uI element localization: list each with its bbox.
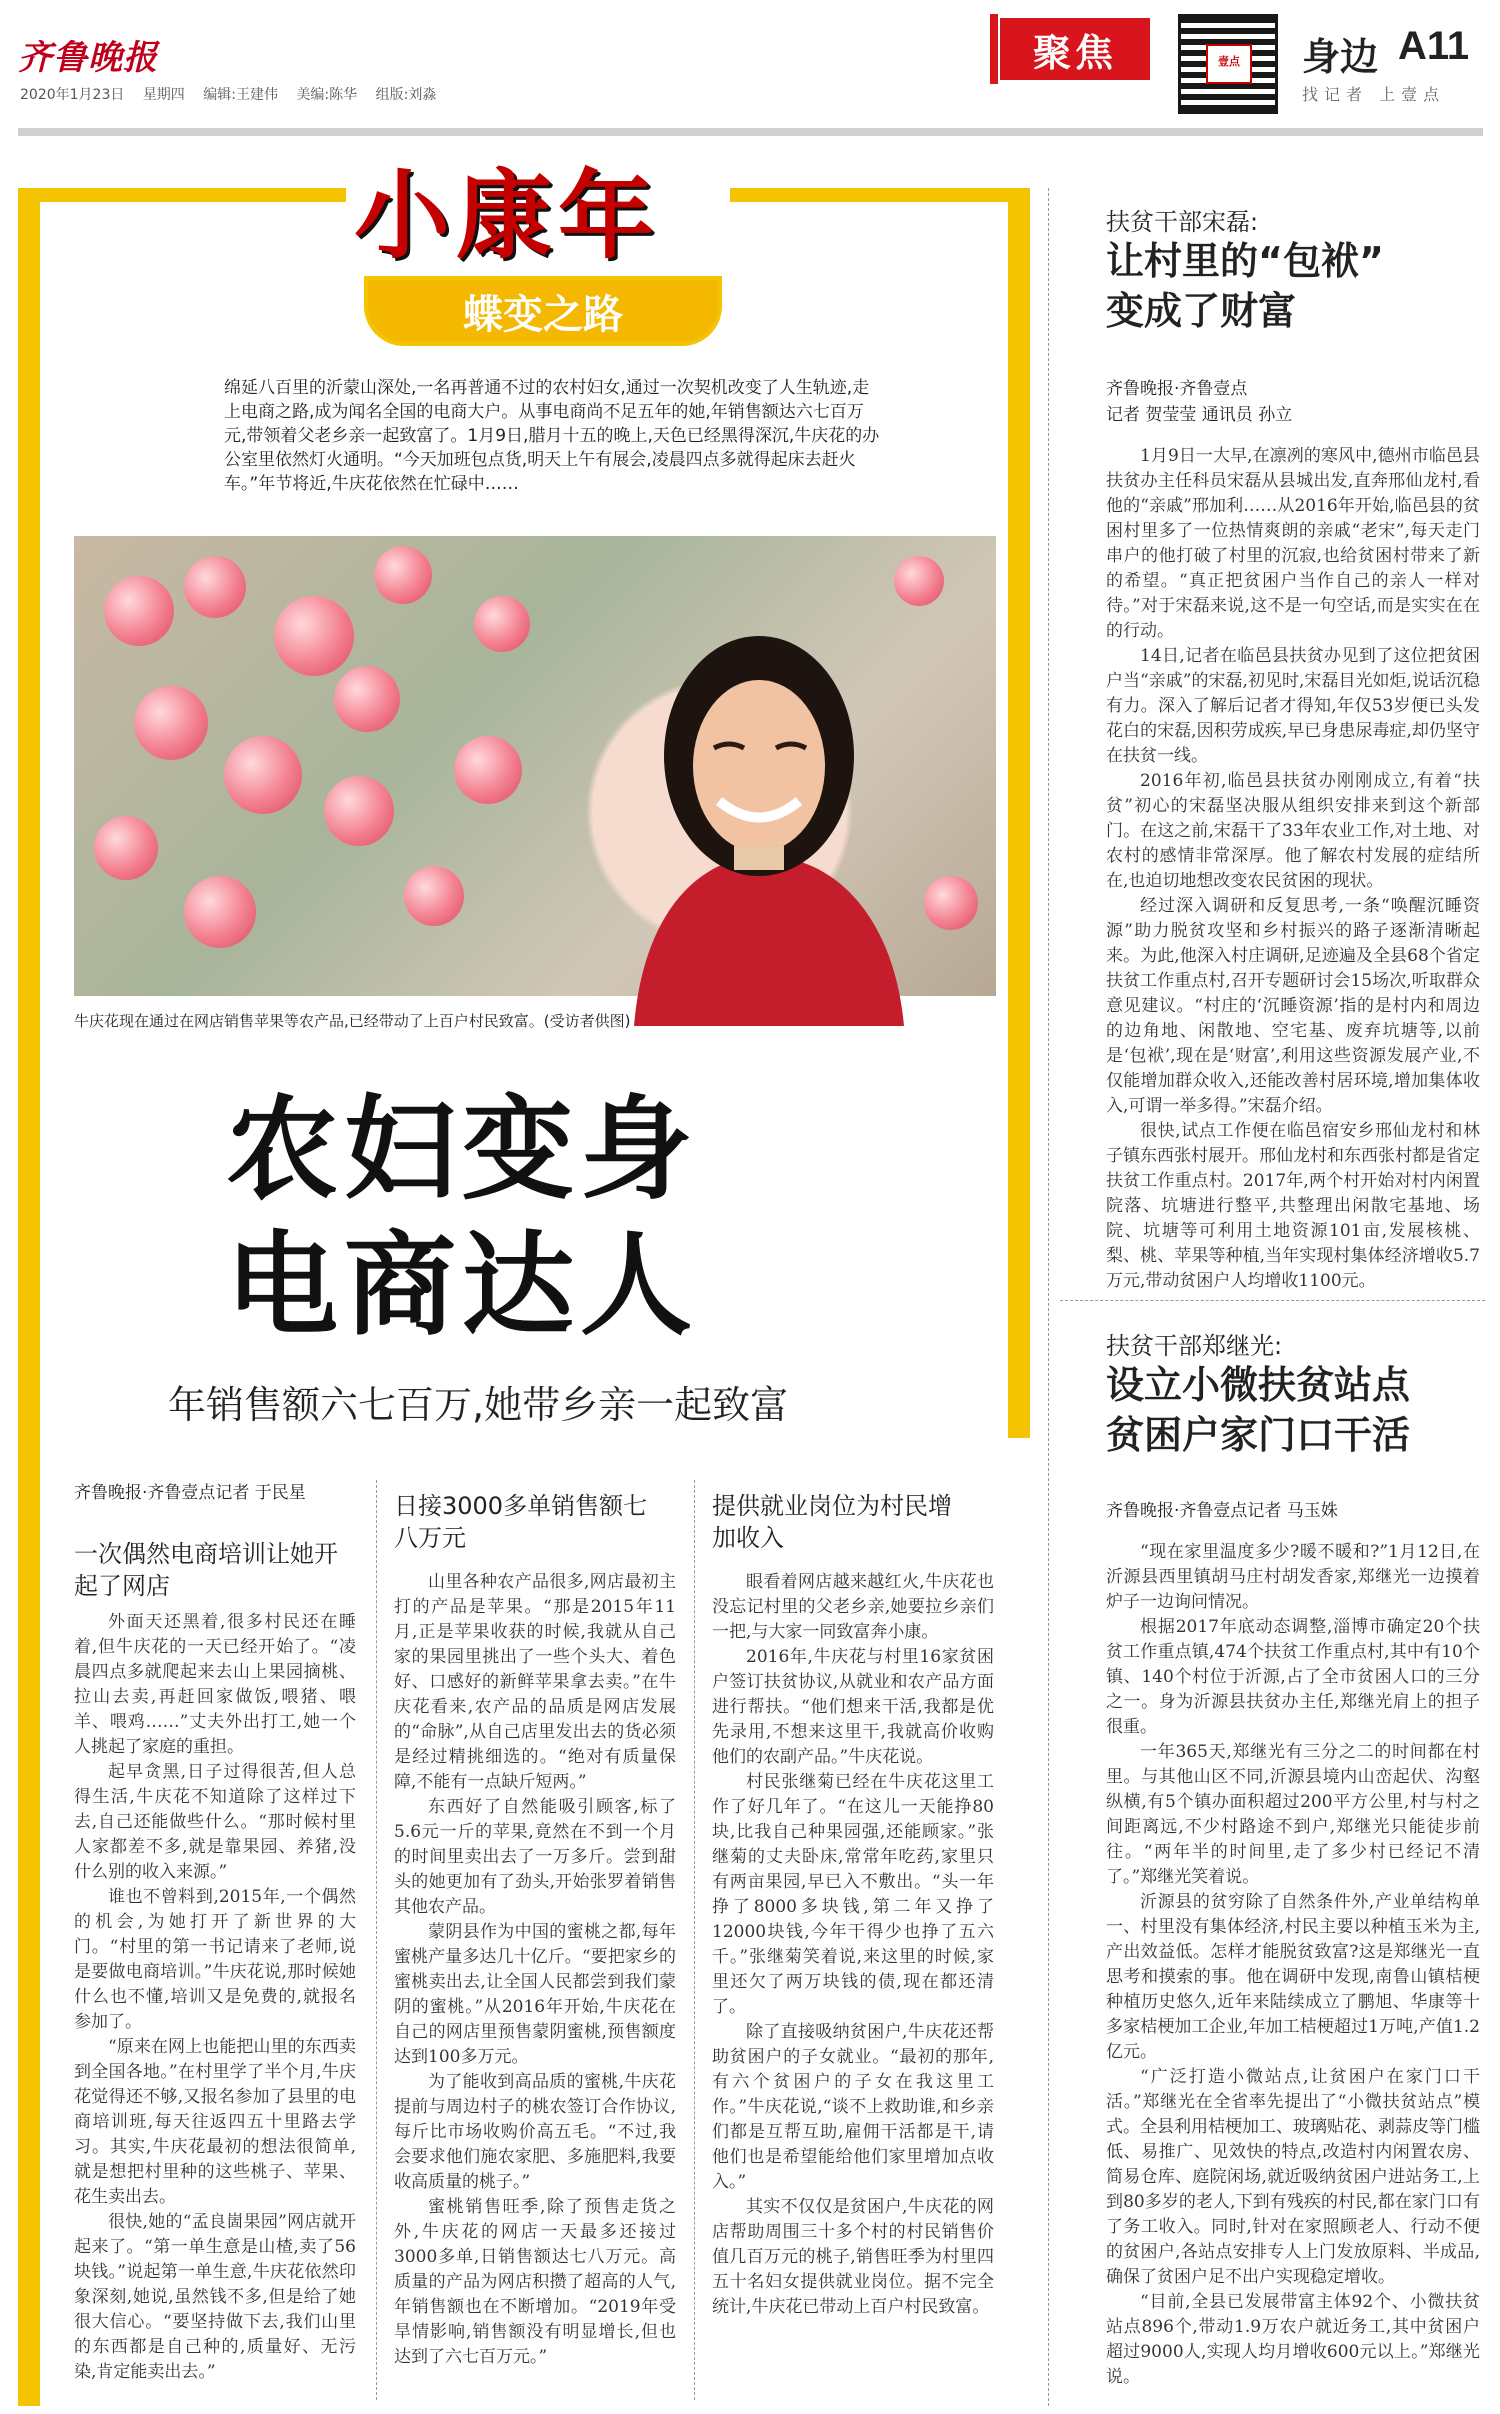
reporter-label: 找记者 上壹点 bbox=[1302, 85, 1446, 104]
headline-line-2: 电商达人 bbox=[226, 1221, 698, 1351]
frame-left-border bbox=[18, 188, 40, 2406]
feature-intro: 绵延八百里的沂蒙山深处,一名再普通不过的农村妇女,通过一次契机改变了人生轨迹,走上电商之路,成为闻名全国的电商大户。从事电商尚不足五年的她,年销售额达六七百万元,带领着父老乡亲一起致富了。1月9日,腊月十五的晚上,天色已经黑得深沉,牛庆花的办公室里依然灯火通明。“今天加班包点货,明天上午有展会,凌晨四点多就得起床去赶火车。”年节将近,牛庆花依然在忙碌中…… bbox=[224, 378, 880, 494]
editor-credit: 编辑:王建伟 bbox=[203, 87, 278, 103]
apple bbox=[274, 596, 354, 676]
paragraph: 起早贪黑,日子过得很苦,但人总得生活,牛庆花不知道除了这样过下去,自己还能做些什么。“那时候村里人家都差不多,就是靠果园、养猪,没什么别的收入来源。” bbox=[74, 1762, 356, 1882]
issue-weekday: 星期四 bbox=[142, 87, 185, 103]
issue-date: 2020年1月23日 bbox=[20, 87, 125, 103]
column-3-heading: 提供就业岗位为村民增加收入 bbox=[712, 1492, 952, 1552]
headline-line-1: 农妇变身 bbox=[226, 1085, 698, 1215]
paragraph: 外面天还黑着,很多村民还在睡着,但牛庆花的一天已经开始了。“凌晨四点多就爬起来去山上果园摘桃、拉山去卖,再赶回家做饭,喂猪、喂羊、喂鸡……”丈夫外出打工,她一个人挑起了家庭的重担。 bbox=[74, 1612, 356, 1757]
apple bbox=[894, 556, 944, 606]
story-1-headline bbox=[1106, 236, 1486, 336]
frame-right-border bbox=[1008, 188, 1030, 1438]
apple bbox=[324, 776, 394, 846]
frame-top-border bbox=[18, 188, 346, 202]
story-2-body bbox=[1106, 1540, 1480, 2406]
paragraph: 为了能收到高品质的蜜桃,牛庆花提前与周边村子的桃农签订合作协议,每斤比市场收购价高五毛。“不过,我会要求他们施农家肥、多施肥料,我要收高质量的桃子。” bbox=[394, 2072, 676, 2192]
column-2-heading: 日接3000多单销售额七八万元 bbox=[394, 1492, 648, 1552]
feature-byline: 齐鲁晚报·齐鲁壹点记者 于民星 bbox=[74, 1483, 306, 1503]
header-rule bbox=[18, 128, 1483, 136]
paragraph: 14日,记者在临邑县扶贫办见到了这位把贫困户当“亲戚”的宋磊,初见时,宋磊目光如炬,说话沉稳有力。深入了解后记者才得知,年仅53岁便已头发花白的宋磊,因积劳成疾,早已身患尿毒症,却仍坚守在扶贫一线。 bbox=[1106, 646, 1480, 766]
column-1-body bbox=[74, 1610, 356, 2400]
story-2-headline-line: 设立小微扶贫站点 bbox=[1106, 1363, 1411, 1407]
frame-top-border-right bbox=[730, 188, 1030, 202]
paragraph: 一年365天,郑继光有三分之二的时间都在村里。与其他山区不同,沂源县境内山峦起伏、沟壑纵横,有5个镇办面积超过200平方公里,村与村之间距离远,不少村路途不到户,郑继光只能徒步前往。“两年半的时间里,走了多少村已经记不清了。”郑继光笑着说。 bbox=[1106, 1742, 1480, 1887]
paragraph: “目前,全县已发展带富主体92个、小微扶贫站点896个,带动1.9万农户就近务工,其中贫困户超过9000人,实现人均月增收600元以上。”郑继光说。 bbox=[1106, 2292, 1480, 2387]
masthead-logo: 齐鲁晚报 bbox=[18, 38, 158, 78]
paragraph: 山里各种农产品很多,网店最初主打的产品是苹果。“那是2015年11月,正是苹果收获的时候,我就从自己家的果园里挑出了一些个头大、着色好、口感好的新鲜苹果拿去卖。”在牛庆花看来,农产品的品质是网店发展的“命脉”,从自己店里发出去的货必须是经过精挑细选的。“绝对有质量保障,不能有一点缺斤短两。” bbox=[394, 1572, 676, 1792]
paragraph: 其实不仅仅是贫困户,牛庆花的网店帮助周围三十多个村的村民销售价值几百万元的桃子,销售旺季为村里四五十名妇女提供就业岗位。据不完全统计,牛庆花已带动上百户村民致富。 bbox=[712, 2197, 994, 2317]
page-number: A11 bbox=[1398, 24, 1470, 68]
proofreader-credit: 组版:刘淼 bbox=[375, 87, 437, 103]
paragraph: 村民张继菊已经在牛庆花这里工作了好几年了。“在这儿一天能挣80块,比我自己种果园强,还能顾家。”张继菊的丈夫卧床,常常年吃药,家里只有两亩果园,早已入不敷出。“头一年挣了8000多块钱,第二年又挣了12000块钱,今年干得少也挣了五六千。”张继菊笑着说,来这里的时候,家里还欠了两万块钱的债,现在都还清了。 bbox=[712, 1772, 994, 2017]
apple bbox=[404, 866, 464, 926]
paragraph: 谁也不曾料到,2015年,一个偶然的机会,为她打开了新世界的大门。“村里的第一书记请来了老师,说是要做电商培训。”牛庆花说,那时候她什么也不懂,培训又是免费的,就报名参加了。 bbox=[74, 1887, 356, 2032]
column-1-heading: 一次偶然电商培训让她开起了网店 bbox=[74, 1540, 338, 1600]
apple bbox=[134, 686, 208, 760]
masthead-meta bbox=[20, 84, 450, 104]
story-2-byline: 齐鲁晚报·齐鲁壹点记者 马玉姝 bbox=[1106, 1501, 1338, 1521]
paragraph: 很快,她的“孟良崮果园”网店就开起来了。“第一单生意是山楂,卖了56块钱。”说起第一单生意,牛庆花依然印象深刻,她说,虽然钱不多,但是给了她很大信心。“要坚持做下去,我们山里的东西都是自己种的,质量好、无污染,肯定能卖出去。” bbox=[74, 2212, 356, 2382]
apple bbox=[474, 596, 530, 652]
paragraph: 沂源县的贫穷除了自然条件外,产业单结构单一、村里没有集体经济,村民主要以种植玉米为主,产出效益低。怎样才能脱贫致富?这是郑继光一直思考和摸索的事。他在调研中发现,南鲁山镇桔梗种植历史悠久,近年来陆续成立了鹏旭、华康等十多家桔梗加工企业,年加工桔梗超过1万吨,产值1.2亿元。 bbox=[1106, 1892, 1480, 2062]
section-tab: 聚焦 bbox=[1000, 18, 1150, 80]
story-2-headline-line: 贫困户家门口干活 bbox=[1106, 1413, 1411, 1457]
paragraph: 蜜桃销售旺季,除了预售走货之外,牛庆花的网店一天最多还接过3000多单,日销售额达七八万元。高质量的产品为网店积攒了超高的人气,年销售额也在不断增加。“2019年受旱情影响,销售额没有明显增长,但也达到了六七百万元。” bbox=[394, 2197, 676, 2367]
banner-title: 小康年 bbox=[354, 159, 660, 272]
section-tab-accent bbox=[990, 14, 998, 84]
column-3-body bbox=[712, 1570, 994, 2400]
banner-subtitle: 蝶变之路 bbox=[364, 276, 722, 346]
story-1-body bbox=[1106, 444, 1480, 1291]
apple bbox=[224, 736, 302, 814]
right-column-divider bbox=[1048, 188, 1049, 2406]
paragraph: 东西好了自然能吸引顾客,标了5.6元一斤的苹果,竟然在不到一个月的时间里卖出去了一万多斤。尝到甜头的她更加有了劲头,开始张罗着销售其他农产品。 bbox=[394, 1797, 676, 1917]
story-1-headline-line: 让村里的“包袱” bbox=[1106, 239, 1384, 283]
qr-code-label: 壹点 bbox=[1206, 44, 1252, 84]
paragraph: 很快,试点工作便在临邑宿安乡邢仙龙村和林子镇东西张村展开。邢仙龙村和东西张村都是省定扶贫工作重点村。2017年,两个村开始对村内闲置院落、坑塘进行整平,共整理出闲散宅基地、场院、坑塘等可利用土地资源101亩,发展核桃、梨、桃、苹果等种植,当年实现村集体经济增收5.7万元,带动贫困户人均增收1100元。 bbox=[1106, 1121, 1480, 1291]
paragraph: “原来在网上也能把山里的东西卖到全国各地。”在村里学了半个月,牛庆花觉得还不够,又报名参加了县里的电商培训班,每天往返四五十里路去学习。其实,牛庆花最初的想法很简单,就是想把村里种的这些桃子、苹果、花生卖出去。 bbox=[74, 2037, 356, 2207]
paragraph: 蒙阴县作为中国的蜜桃之都,每年蜜桃产量多达几十亿斤。“要把家乡的蜜桃卖出去,让全国人民都尝到我们蒙阴的蜜桃。”从2016年开始,牛庆花在自己的网店里预售蒙阴蜜桃,预售额度达到100多万元。 bbox=[394, 1922, 676, 2067]
column-2-body bbox=[394, 1570, 676, 2400]
woman-figure bbox=[594, 606, 914, 1026]
story-2-headline bbox=[1106, 1360, 1486, 1460]
paragraph: “广泛打造小微站点,让贫困户在家门口干活。”郑继光在全省率先提出了“小微扶贫站点”模式。全县利用桔梗加工、玻璃贴花、剥蒜皮等门槛低、易推广、见效快的特点,改造村内闲置农房、简易仓库、庭院闲场,就近吸纳贫困户进站务工,上到80多岁的老人,下到有残疾的村民,都在家门口有了务工收入。同时,针对在家照顾老人、行动不便的贫困户,各站点安排专人上门发放原料、半成品,确保了贫困户足不出户实现稳定增收。 bbox=[1106, 2067, 1480, 2287]
story-1-kicker: 扶贫干部宋磊: bbox=[1106, 208, 1259, 236]
paragraph: “现在家里温度多少?暖不暖和?”1月12日,在沂源县西里镇胡马庄村胡发香家,郑继光一边摸着炉子一边询问情况。 bbox=[1106, 1542, 1480, 1612]
page-section-name: 身边 bbox=[1302, 35, 1379, 79]
apple bbox=[374, 546, 432, 604]
apple bbox=[184, 556, 246, 618]
paragraph: 经过深入调研和反复思考,一条“唤醒沉睡资源”助力脱贫攻坚和乡村振兴的路子逐渐清晰起来。为此,他深入村庄调研,足迹遍及全县68个省定扶贫工作重点村,召开专题研讨会15场次,听取群众意见建议。“村庄的‘沉睡资源’指的是村内和周边的边角地、闲散地、空宅基、废弃坑塘等,以前是‘包袱’,现在是‘财富’,利用这些资源发展产业,不仅能增加群众收入,还能改善村居环境,增加集体收入,可谓一举多得。”宋磊介绍。 bbox=[1106, 896, 1480, 1116]
subheadline: 年销售额六七百万,她带乡亲一起致富 bbox=[168, 1383, 789, 1427]
story-divider bbox=[1060, 1300, 1485, 1301]
paragraph: 1月9日一大早,在凛冽的寒风中,德州市临邑县扶贫办主任科员宋磊从县城出发,直奔邢仙龙村,看他的“亲戚”邢加利……从2016年开始,临邑县的贫困村里多了一位热情爽朗的亲戚“老宋”,每天走门串户的他打破了村里的沉寂,也给贫困村带来了新的希望。“真正把贫困户当作自己的亲人一样对待。”对于宋磊来说,这不是一句空话,而是实实在在的行动。 bbox=[1106, 446, 1480, 641]
column-divider bbox=[694, 1480, 695, 2400]
apple bbox=[184, 876, 256, 948]
story-1-byline: 齐鲁晚报·齐鲁壹点 bbox=[1106, 379, 1248, 399]
paragraph: 根据2017年底动态调整,淄博市确定20个扶贫工作重点镇,474个扶贫工作重点村,其中有10个镇、140个村位于沂源,占了全市贫困人口的三分之一。身为沂源县扶贫办主任,郑继光肩上的担子很重。 bbox=[1106, 1617, 1480, 1737]
feature-photo bbox=[74, 536, 996, 996]
story-2-kicker: 扶贫干部郑继光: bbox=[1106, 1332, 1283, 1360]
apple bbox=[94, 816, 158, 880]
photo-caption: 牛庆花现在通过在网店销售苹果等农产品,已经带动了上百户村民致富。(受访者供图) bbox=[74, 1012, 631, 1030]
designer-credit: 美编:陈华 bbox=[296, 87, 358, 103]
apple bbox=[334, 666, 400, 732]
story-1-reporters: 记者 贺莹莹 通讯员 孙立 bbox=[1106, 405, 1293, 425]
apple bbox=[924, 876, 978, 930]
story-1-headline-line: 变成了财富 bbox=[1106, 289, 1297, 333]
paragraph: 眼看着网店越来越红火,牛庆花也没忘记村里的父老乡亲,她要拉乡亲们一把,与大家一同致富奔小康。 bbox=[712, 1572, 994, 1642]
paragraph: 除了直接吸纳贫困户,牛庆花还帮助贫困户的子女就业。“最初的那年,有六个贫困户的子女在我这里工作。”牛庆花说,“谈不上救助谁,和乡亲们都是互帮互助,雇佣干活都是干,请他们也是希望能给他们家里增加点收入。” bbox=[712, 2022, 994, 2192]
apple bbox=[104, 576, 174, 646]
column-divider bbox=[376, 1480, 377, 2400]
apple bbox=[454, 736, 522, 804]
paragraph: 2016年,牛庆花与村里16家贫困户签订扶贫协议,从就业和农产品方面进行帮扶。“他们想来干活,我都是优先录用,不想来这里干,我就高价收购他们的农副产品。”牛庆花说。 bbox=[712, 1647, 994, 1767]
paragraph: 2016年初,临邑县扶贫办刚刚成立,有着“扶贫”初心的宋磊坚决服从组织安排来到这个新部门。在这之前,宋磊干了33年农业工作,对土地、对农村的感情非常深厚。他了解农村发展的症结所在,也迫切地想改变农民贫困的现状。 bbox=[1106, 771, 1480, 891]
